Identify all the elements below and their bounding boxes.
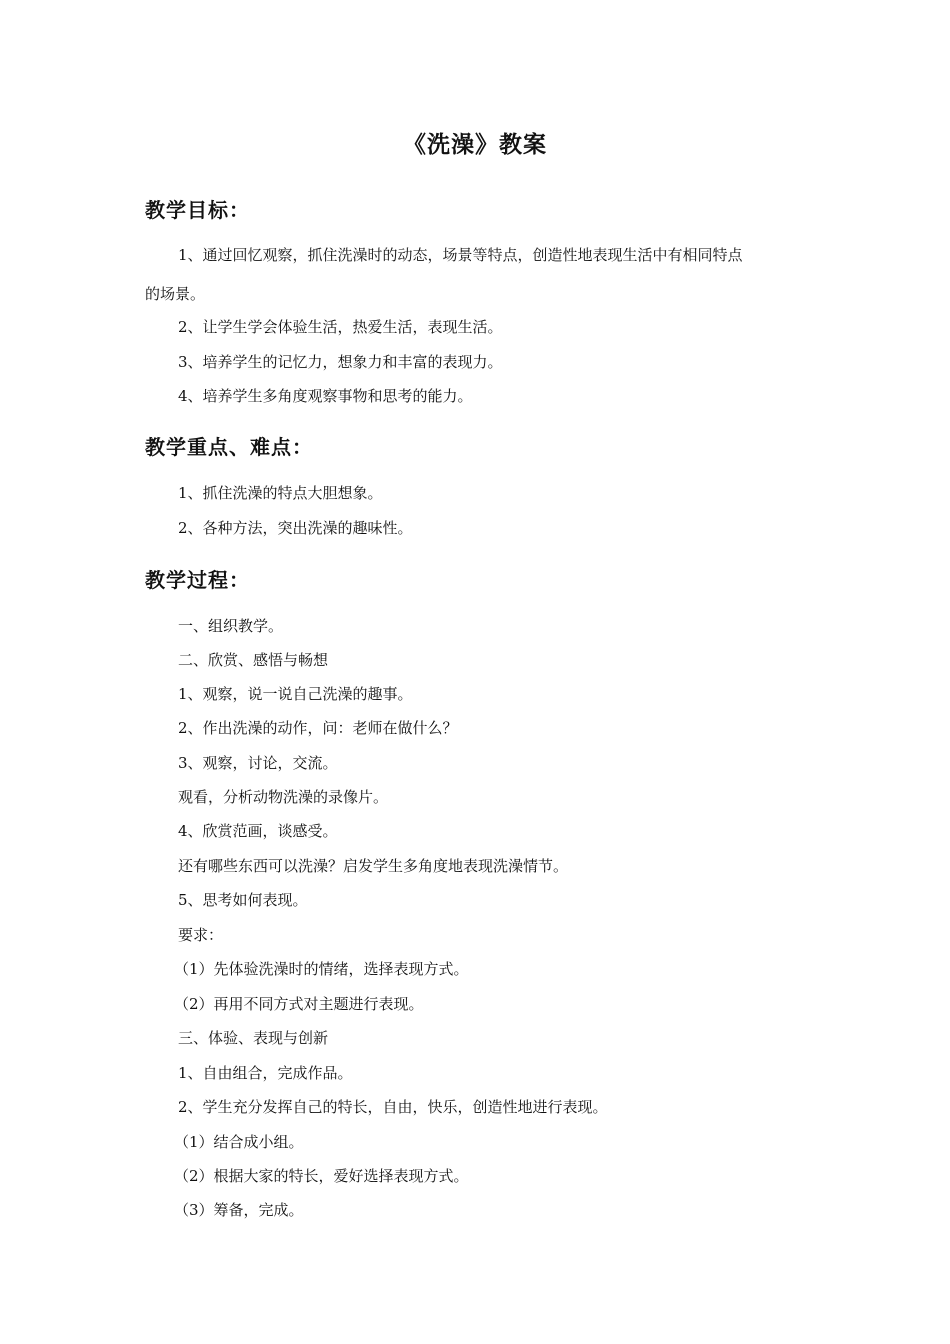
process-item: 3、观察，讨论，交流。 [178,754,338,772]
page-title: 《洗澡》教案 [403,132,547,158]
process-item: 1、自由组合，完成作品。 [178,1064,353,1082]
process-item: 2、学生充分发挥自己的特长，自由，快乐，创造性地进行表现。 [178,1098,608,1116]
goal-item: 1、通过回忆观察，抓住洗澡时的动态，场景等特点，创造性地表现生活中有相同特点 [178,246,743,264]
process-item: 一、组织教学。 [178,617,284,635]
process-item: 要求： [178,926,224,944]
process-item: 4、欣赏范画，谈感受。 [178,822,338,840]
process-item: 还有哪些东西可以洗澡？启发学生多角度地表现洗澡情节。 [178,857,569,875]
goal-item-continuation: 的场景。 [145,285,206,303]
process-item: 三、体验、表现与创新 [178,1029,329,1047]
process-item: （2）再用不同方式对主题进行表现。 [174,995,424,1013]
process-item: （3）筹备，完成。 [174,1201,304,1219]
section-heading-goals: 教学目标： [145,198,250,222]
section-heading-process: 教学过程： [145,568,250,592]
goal-item: 3、培养学生的记忆力，想象力和丰富的表现力。 [178,353,503,371]
process-item: （2）根据大家的特长，爱好选择表现方式。 [174,1167,469,1185]
goal-item: 2、让学生学会体验生活，热爱生活，表现生活。 [178,318,503,336]
process-item: 1、观察，说一说自己洗澡的趣事。 [178,685,413,703]
process-item: 2、作出洗澡的动作，问：老师在做什么？ [178,719,458,737]
process-item: 二、欣赏、感悟与畅想 [178,651,329,669]
process-item: （1）先体验洗澡时的情绪，选择表现方式。 [174,960,469,978]
key-point-item: 1、抓住洗澡的特点大胆想象。 [178,484,383,502]
key-point-item: 2、各种方法，突出洗澡的趣味性。 [178,519,413,537]
section-heading-key-points: 教学重点、难点： [145,435,313,459]
process-item: 观看，分析动物洗澡的录像片。 [178,788,389,806]
goal-item: 4、培养学生多角度观察事物和思考的能力。 [178,387,473,405]
process-item: 5、思考如何表现。 [178,891,308,909]
process-item: （1）结合成小组。 [174,1133,304,1151]
